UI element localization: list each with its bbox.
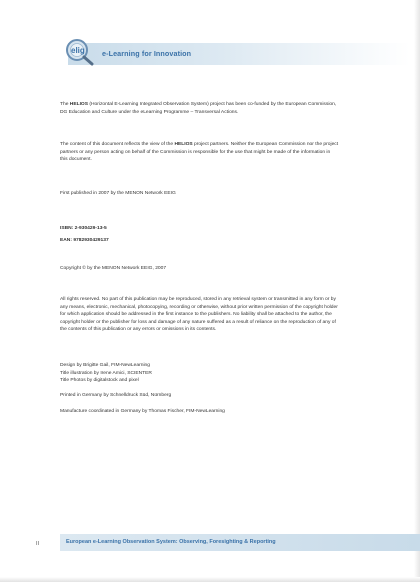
disclaimer-line-1: The content of this document reflects the view of the HELIOS project partners. Neither the European Commission nor the project	[60, 142, 339, 147]
header-tagline: e-Learning for Innovation	[102, 49, 192, 58]
ean: EAN: 9782930429137	[60, 238, 109, 243]
first-published: First published in 2007 by the MENON Network EEIG	[60, 191, 176, 196]
rights-line-1: All rights reserved. No part of this publication may be reproduced, stored in any retrieval system or transmitted in any form or by	[60, 297, 336, 302]
rights-line-2: any means, electronic, mechanical, photocopying, recording or otherwise, without prior written permission of the copyright holder	[60, 304, 338, 310]
copyright: Copyright © by the MENON Network EEIG, 2007	[60, 266, 167, 271]
disclaimer-line-3: this document.	[60, 157, 92, 163]
elig-logo-magnifier-icon	[62, 37, 98, 67]
credits-block	[60, 362, 375, 385]
intro-line-1: The HELIOS (Horizontal E-Learning Integrated Observation System) project has been co-funded by the European Commission,	[60, 102, 337, 107]
rights-line-3: for which application should be addressed in the first instance to the publishers. No liability shall be attached to the author, the	[60, 312, 332, 318]
isbn: ISBN: 2-930429-13-5	[60, 226, 107, 231]
credit-printed: Printed in Germany by Schnelldruck Süd, Nürnberg	[60, 393, 172, 398]
page-number: II	[36, 541, 40, 547]
credit-photos: Title Photos by digitalstock and pixel	[60, 378, 139, 384]
disclaimer-paragraph	[60, 141, 375, 164]
rights-line-5: the contents of this publication or any errors or omissions in its contents.	[60, 327, 217, 333]
footer-title: European e-Learning Observation System: Observing, Foresighting & Reporting	[66, 539, 276, 545]
page-bottom-shadow	[0, 577, 420, 582]
disclaimer-line-2: partners or any person acting on behalf of the Commission is responsible for the use that might be made of the information in	[60, 149, 331, 155]
logo-text: elig	[71, 46, 85, 55]
credit-manufacture: Manufacture coordinated in Germany by Thomas Fischer, FIM-NewLearning	[60, 409, 225, 414]
intro-line-2: DG Education and Culture under the eLearning Programme – Transversal Actions.	[60, 109, 239, 115]
rights-line-4: copyright holder or the publisher for loss and damage of any nature suffered as a result of reliance on the reproduction of any of	[60, 319, 336, 325]
rights-paragraph	[60, 296, 375, 334]
page-edge-shadow	[414, 0, 420, 582]
credit-design: Design by Brigitte Gail, FIM-NewLearning	[60, 363, 150, 368]
intro-paragraph	[60, 101, 375, 116]
credit-illustration: Title illustration by Irene Amici, SCIENTER	[60, 370, 152, 376]
